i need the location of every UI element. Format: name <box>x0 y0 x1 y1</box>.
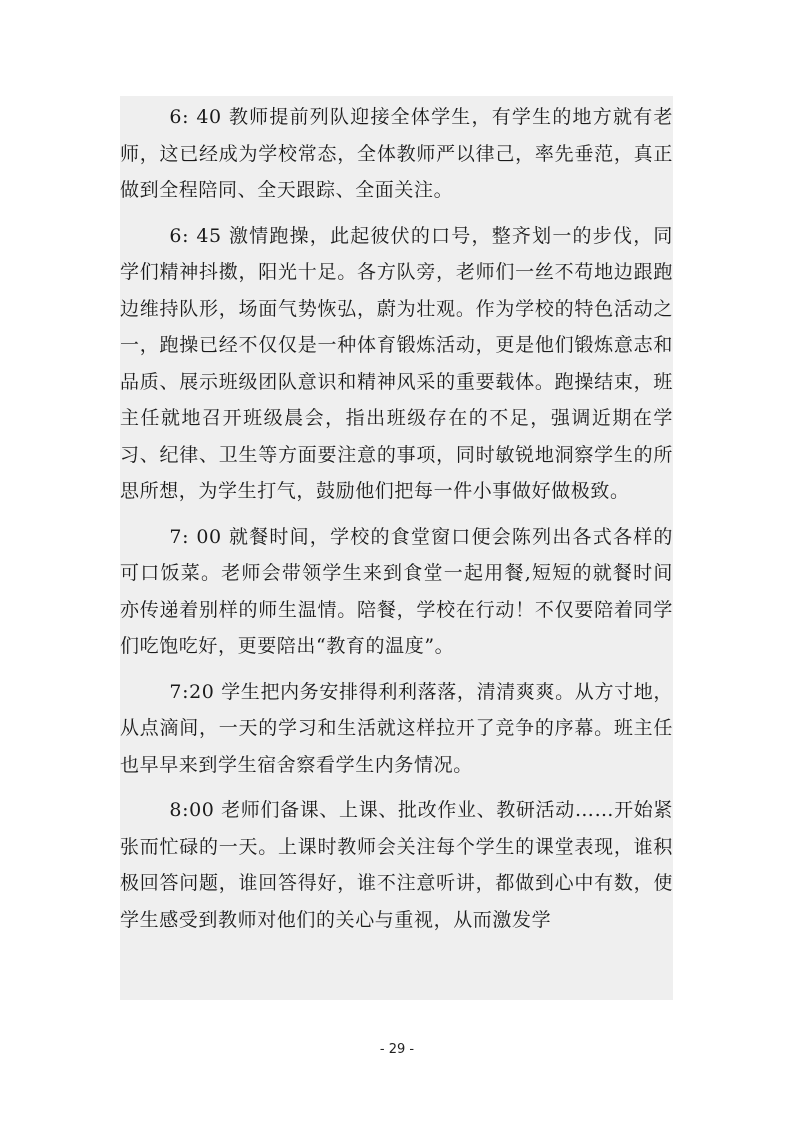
body-text <box>120 96 673 1000</box>
page-number: - 29 - <box>379 1042 415 1057</box>
paragraph-0640: 6: 40 教师提前列队迎接全体学生，有学生的地方就有老师，这已经成为学校常态，全体教师严以律己，率先垂范，真正做到全程陪同、全天跟踪、全面关注。 <box>120 106 673 201</box>
paragraph-0720: 7:20 学生把内务安排得利利落落，清清爽爽。从方寸地，从点滴间，一天的学习和生活就这样拉开了竞争的序幕。班主任也早早来到学生宿舍察看学生内务情况。 <box>120 680 673 776</box>
paragraph-0800: 8:00 老师们备课、上课、批改作业、教研活动……开始紧张而忙碌的一天。上课时教师会关注每个学生的课堂表现，谁积极回答问题，谁回答得好，谁不注意听讲，都做到心中有数，使学生感受到教师对他们的关心与重视，从而激发学 <box>120 799 673 931</box>
paragraph-0645: 6: 45 激情跑操，此起彼伏的口号，整齐划一的步伐，同学们精神抖擞，阳光十足。各方队旁，老师们一丝不苟地边跟跑边维持队形，场面气势恢弘，蔚为壮观。作为学校的特色活动之一，跑操已经不仅仅是一种体育锻炼活动，更是他们锻炼意志和品质、展示班级团队意识和精神风采的重要载体。跑操结束，班主任就地召开班级晨会，指出班级存在的不足，强调近期在学习、纪律、卫生等方面要注意的事项，同时敏锐地洞察学生的所思所想，为学生打气，鼓励他们把每一件小事做好做极致。 <box>120 224 673 502</box>
paragraph-0700: 7: 00 就餐时间，学校的食堂窗口便会陈列出各式各样的可口饭菜。老师会带领学生来到食堂一起用餐,短短的就餐时间亦传递着别样的师生温情。陪餐，学校在行动！不仅要陪着同学们吃饱吃好，更要陪出“教育的温度”。 <box>120 525 673 657</box>
